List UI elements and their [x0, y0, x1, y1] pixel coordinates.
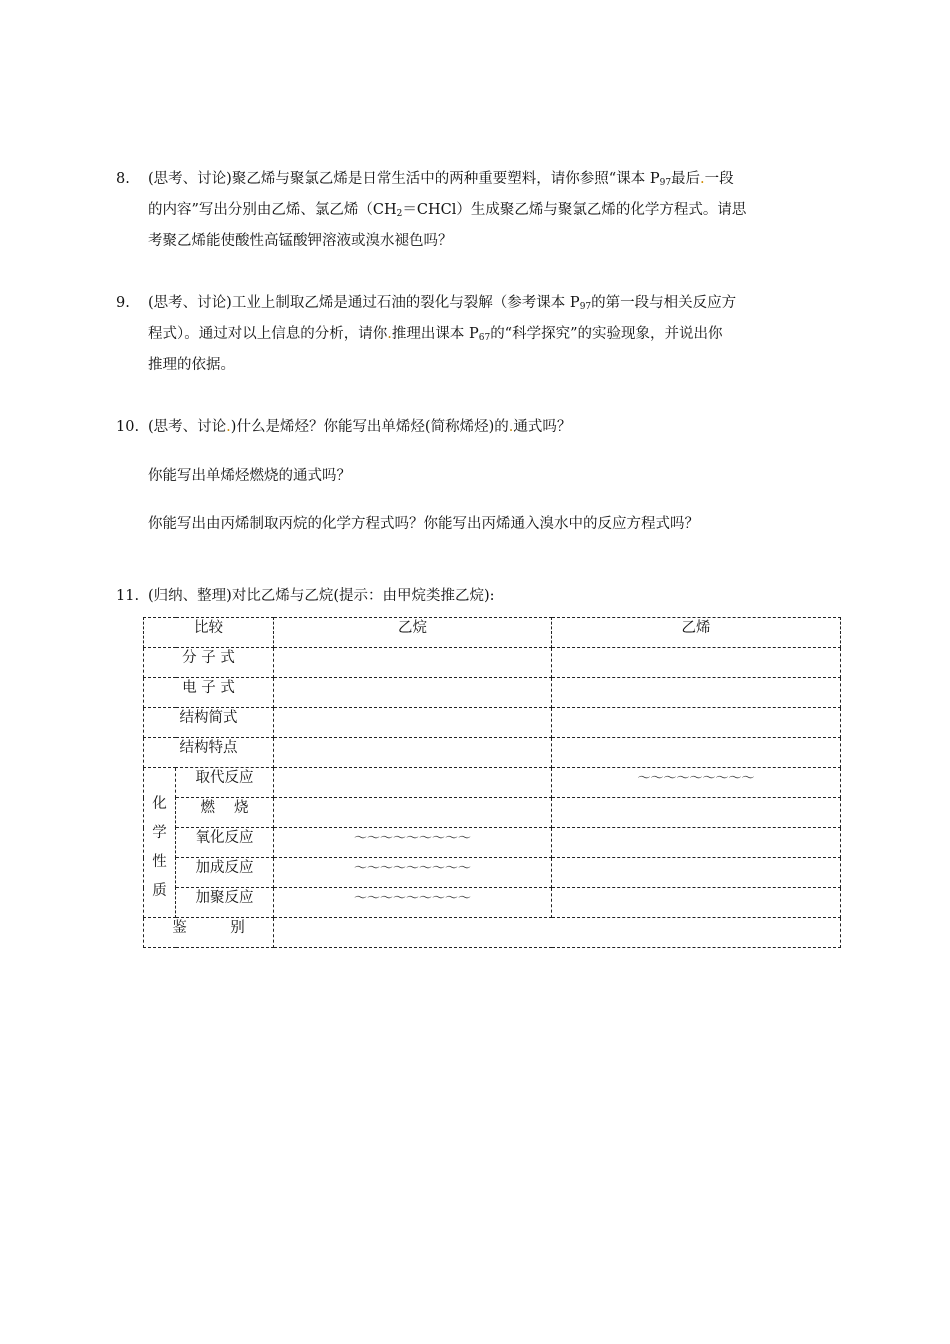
table-row — [144, 858, 841, 888]
answer-cell[interactable] — [552, 708, 841, 738]
wavy-line: ～～～～～～～～～ — [637, 771, 755, 786]
vertical-char: 性 — [152, 853, 167, 870]
table-row — [144, 828, 841, 858]
table-row — [144, 678, 841, 708]
table-row — [144, 918, 841, 948]
question-11 — [116, 583, 836, 610]
table-row — [144, 738, 841, 768]
question-9 — [116, 290, 836, 379]
question-number: 11. — [116, 588, 140, 604]
answer-cell[interactable] — [274, 768, 552, 798]
row-label: 电 子 式 — [144, 678, 274, 708]
row-label: 加聚反应 — [176, 888, 274, 918]
not-applicable-cell — [274, 888, 552, 918]
answer-cell[interactable] — [552, 678, 841, 708]
answer-cell[interactable] — [274, 738, 552, 768]
table-header-cell: 比较 — [144, 618, 274, 648]
not-applicable-cell — [552, 768, 841, 798]
not-applicable-cell — [274, 828, 552, 858]
question-8 — [116, 166, 836, 255]
question-text-line: 推理的依据。 — [148, 357, 235, 373]
table-row — [144, 648, 841, 678]
answer-cell[interactable] — [552, 738, 841, 768]
question-number: 10. — [116, 419, 140, 435]
table-header-row — [144, 618, 841, 648]
vertical-char: 化 — [152, 795, 167, 812]
answer-cell[interactable] — [274, 648, 552, 678]
answer-cell[interactable] — [552, 858, 841, 888]
wavy-line: ～～～～～～～～～ — [353, 831, 471, 846]
question-text-line: (思考、讨论.)什么是烯烃？你能写出单烯烃(简称烯烃)的.通式吗？ — [148, 419, 572, 435]
question-number: 8. — [116, 171, 130, 187]
row-label: 燃 烧 — [176, 798, 274, 828]
table-row — [144, 768, 841, 798]
row-label: 氧化反应 — [176, 828, 274, 858]
row-label: 分 子 式 — [144, 648, 274, 678]
row-label: 取代反应 — [176, 768, 274, 798]
row-label: 结构特点 — [144, 738, 274, 768]
vertical-char: 学 — [152, 824, 167, 841]
row-label: 鉴 别 — [144, 918, 274, 948]
answer-cell[interactable] — [552, 798, 841, 828]
question-text-line: (思考、讨论)聚乙烯与聚氯乙烯是日常生活中的两种重要塑料，请你参照“课本 $P_{97}$最后.一段 — [148, 171, 734, 188]
table-header-cell: 乙烯 — [552, 618, 841, 648]
table-row — [144, 888, 841, 918]
question-10 — [116, 414, 836, 441]
question-text-line: 你能写出单烯烃燃烧的通式吗？ — [148, 468, 351, 484]
answer-cell[interactable] — [274, 918, 841, 948]
table-header-cell: 乙烷 — [274, 618, 552, 648]
answer-cell[interactable] — [552, 828, 841, 858]
question-text-line: (归纳、整理)对比乙烯与乙烷(提示：由甲烷类推乙烷): — [148, 588, 495, 604]
answer-cell[interactable] — [552, 888, 841, 918]
question-text-line: 考聚乙烯能使酸性高锰酸钾溶液或溴水褪色吗？ — [148, 233, 453, 249]
table-row — [144, 708, 841, 738]
chemical-properties-label — [144, 768, 176, 918]
row-label: 结构简式 — [144, 708, 274, 738]
question-text-line: 的内容”写出分别由乙烯、氯乙烯$(CH_2=CHCl)$生成聚乙烯与聚氯乙烯的化学方程式。请思 — [148, 202, 747, 219]
answer-cell[interactable] — [274, 798, 552, 828]
answer-cell[interactable] — [274, 708, 552, 738]
comparison-table — [143, 617, 841, 948]
wavy-line: ～～～～～～～～～ — [353, 891, 471, 906]
question-text-line: 你能写出由丙烯制取丙烷的化学方程式吗？你能写出丙烯通入溴水中的反应方程式吗？ — [148, 516, 699, 532]
answer-cell[interactable] — [274, 678, 552, 708]
row-label: 加成反应 — [176, 858, 274, 888]
table-row — [144, 798, 841, 828]
not-applicable-cell — [274, 858, 552, 888]
answer-cell[interactable] — [552, 648, 841, 678]
wavy-line: ～～～～～～～～～ — [353, 861, 471, 876]
question-text-line: 程式）。通过对以上信息的分析，请你.推理出课本 $P_{67}$的“科学探究”的实验现象，并说出你 — [148, 326, 723, 343]
vertical-char: 质 — [152, 882, 167, 899]
question-number: 9. — [116, 295, 130, 311]
question-text-line: (思考、讨论)工业上制取乙烯是通过石油的裂化与裂解（参考课本 $P_{97}$的第一段与相关反应方 — [148, 295, 737, 312]
